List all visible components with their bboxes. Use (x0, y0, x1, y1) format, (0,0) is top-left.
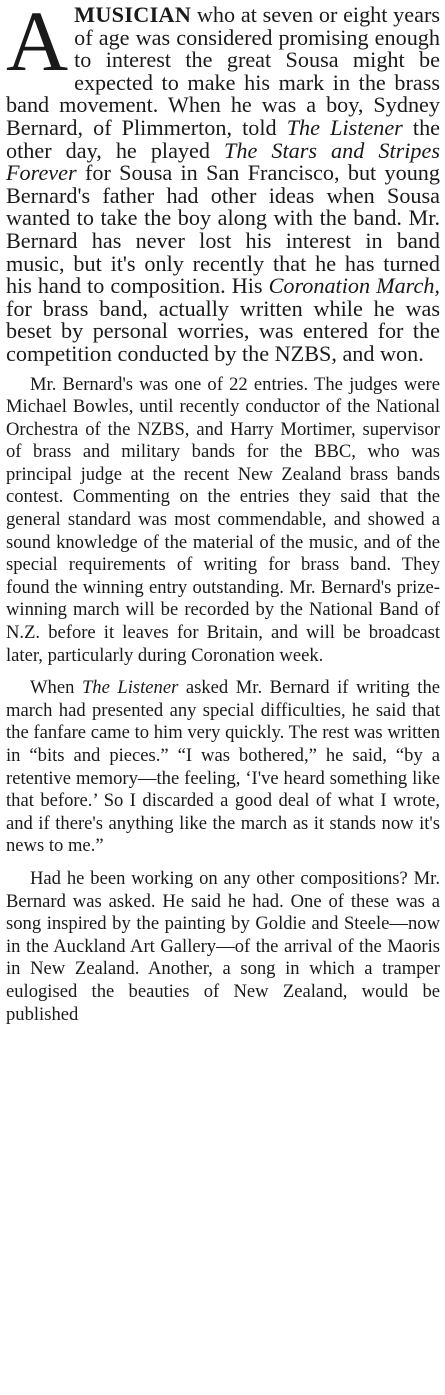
song-title-stars-and-stripes: The Stars and Stripes Forever (6, 137, 441, 186)
listener-title-1: The Listener (286, 114, 403, 140)
drop-cap: A (6, 0, 69, 89)
paragraph-1-text-c: for Sousa in San Francisco, but young Bernard's father had other ideas when Sousa wanted to take the boy along with the band. Mr. Bernard has never lost his interest in band music, but it's only recently that he has turned his hand to composition. His (6, 160, 440, 299)
listener-title-2: The Listener (81, 677, 179, 699)
paragraph-1-text-a: who at seven or eight years of age was considered promising enough to interest the great Sousa might be expected to make his mark in the brass band movement. When he was a boy, Sydney Bernard, of Plimmerton, told (6, 2, 440, 140)
paragraph-3-text-a: When (30, 677, 82, 699)
paragraph-4: Had he been working on any other compositions? Mr. Bernard was asked. He said he had. One of these was a song inspired by the painting by Goldie and Steele—now in the Auckland Art Gallery—of the arrival of the Maoris in New Zealand. Another, a song in which a tramper eulogised the beauties of New Zealand, would be published (6, 867, 440, 1025)
paragraph-1-text-d: for brass band, actually written while he was beset by personal worries, was entered for the competition conducted by the NZBS, and won. (6, 295, 440, 366)
paragraph-2: Mr. Bernard's was one of 22 entries. The judges were Michael Bowles, until recently conductor of the National Orchestra of the NZBS, and Harry Mortimer, supervisor of brass and military bands for the BBC, who was principal judge at the recent New Zealand brass bands contest. Commenting on the entries they said that the general standard was most commendable, and showed a sound knowledge of the material of the music, and of the special requirements of writing for brass band. They found the winning entry outstanding. Mr. Bernard's prize-winning march will be recorded by the National Band of N.Z. before it leaves for Britain, and will be broadcast later, particularly during Coronation week. (6, 373, 440, 666)
march-title-coronation: Coronation March, (268, 273, 440, 299)
paragraph-1 (6, 0, 441, 366)
lead-word: MUSICIAN (74, 2, 192, 27)
paragraph-3 (6, 677, 440, 858)
paragraph-3-text-b: asked Mr. Bernard if writing the march had presented any special difficulties, he said that the fanfare came to him very quickly. The rest was written in “bits and pieces.” “I was bothered,” he said, “by a retentive memory—the feeling, ‘I've heard something like that before.’ So I discarded a good deal of what I wrote, and if there's anything like the march as it stands now it's news to me.” (6, 677, 440, 857)
paragraph-1-text-b: the other day, he played (6, 114, 441, 163)
